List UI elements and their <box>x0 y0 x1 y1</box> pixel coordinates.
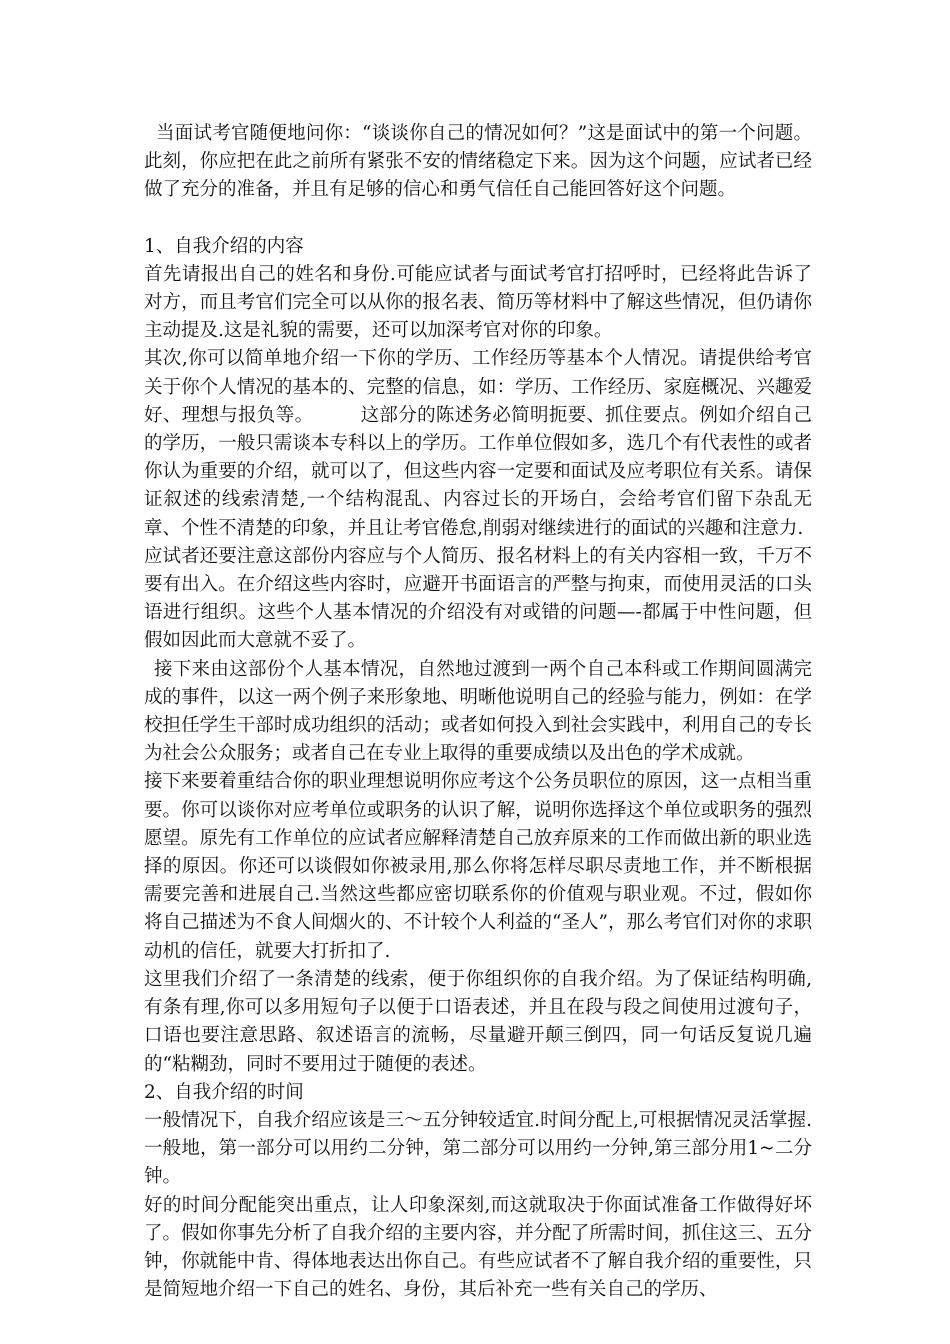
paragraph-structure: 这里我们介绍了一条清楚的线索，便于你组织你的自我介绍。为了保证结构明确,有条有理,你可以多用短句子以便于口语表述，并且在段与段之间使用过渡句子，口语也要注意思路、叙述语言的流畅，尽量避开颠三倒四，同一句话反复说几遍的“粘糊劲，同时不要用过于随便的表述。 <box>144 968 812 1075</box>
paragraph-examples: 接下来由这部份个人基本情况，自然地过渡到一两个自己本科或工作期间圆满完成的事件，以这一两个例子来形象地、明晰他说明自己的经验与能力，例如：在学校担任学生干部时成功组织的活动；或者如何投入到社会实践中，利用自己的专长为社会公众服务；或者自己在专业上取得的重要成绩以及出色的学术成就。 <box>144 658 812 765</box>
section-heading-time: 2、自我介绍的时间 <box>144 1081 304 1103</box>
paragraph-consistency: 应试者还要注意这部份内容应与个人简历、报名材料上的有关内容相一致，千万不要有出入。在介绍这些内容时，应避开书面语言的严整与拘束，而使用灵活的口头语进行组织。这些个人基本情况的介绍没有对或错的问题—-都属于中性问题，但假如因此而大意就不妥了。 <box>144 545 812 652</box>
paragraph-time-importance: 好的时间分配能突出重点，让人印象深刻,而这就取决于你面试准备工作做得好坏了。假如你事先分析了自我介绍的主要内容，并分配了所需时间，抓住这三、五分钟，你就能中肯、得体地表达出你自己。有些应试者不了解自我介绍的重要性，只是简短地介绍一下自己的姓名、身份，其后补充一些有关自己的学历、 <box>144 1194 812 1301</box>
paragraph-name-identity: 首先请报出自己的姓名和身份.可能应试者与面试考官打招呼时，已经将此告诉了对方，而且考官们完全可以从你的报名表、简历等材料中了解这些情况，但仍请你主动提及.这是礼貌的需要，还可以加深考官对你的印象。 <box>144 263 812 342</box>
intro-paragraph: 当面试考官随便地问你：“谈谈你自己的情况如何？”这是面试中的第一个问题。此刻，你应把在此之前所有紧张不安的情绪稳定下来。因为这个问题，应试者已经做了充分的准备，并且有足够的信心和勇气信任自己能回答好这个问题。 <box>144 123 812 201</box>
paragraph-education-experience: 其次,你可以简单地介绍一下你的学历、工作经历等基本个人情况。请提供给考官关于你个人情况的基本的、完整的信息，如：学历、工作经历、家庭概况、兴趣爱好、理想与报负等。 这部分的陈述务必简明扼要、抓住要点。例如介绍自己的学历，一般只需谈本专科以上的学历。工作单位假如多，选几个有代表性的或者你认为重要的介绍，就可以了，但这些内容一定要和面试及应考职位有关系。请保证叙述的线索清楚,一个结构混乱、内容过长的开场白，会给考官们留下杂乱无章、个性不清楚的印象，并且让考官倦怠,削弱对继续进行的面试的兴趣和注意力. <box>144 348 812 539</box>
blank-line <box>144 205 812 233</box>
paragraph-motivation: 接下来要着重结合你的职业理想说明你应考这个公务员职位的原因，这一点相当重要。你可以谈你对应考单位或职务的认识了解，说明你选择这个单位或职务的强烈愿望。原先有工作单位的应试者应解释清楚自己放弃原来的工作而做出新的职业选择的原因。你还可以谈假如你被录用,那么你将怎样尽职尽责地工作，并不断根据需要完善和进展自己.当然这些都应密切联系你的价值观与职业观。不过，假如你将自己描述为不食人间烟火的、不计较个人利益的“圣人”，那么考官们对你的求职动机的信任，就要大打折扣了. <box>144 771 812 962</box>
document-page <box>144 120 812 1304</box>
section-heading-content: 1、自我介绍的内容 <box>144 235 304 257</box>
paragraph-time-allocation: 一般情况下，自我介绍应该是三～五分钟较适宜.时间分配上,可根据情况灵活掌握.一般地，第一部分可以用约二分钟，第二部分可以用约一分钟,第三部分用1~二分钟。 <box>144 1109 812 1188</box>
